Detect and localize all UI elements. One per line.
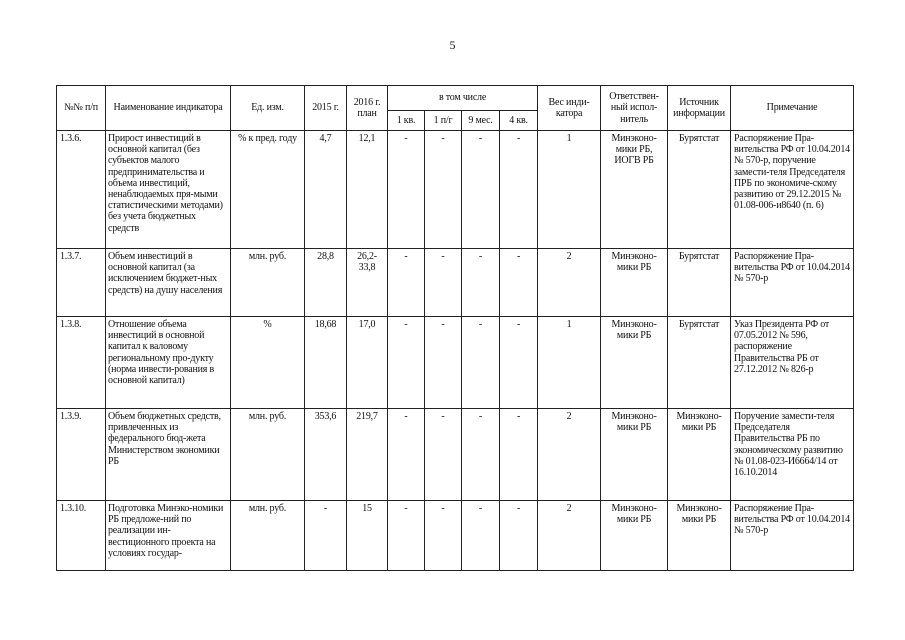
row-weight: 1 bbox=[538, 131, 601, 249]
col-header-h1: 1 п/г bbox=[425, 111, 462, 131]
table-row bbox=[57, 249, 854, 317]
row-h1: - bbox=[425, 317, 462, 409]
row-2015: 18,68 bbox=[305, 317, 347, 409]
row-unit: % bbox=[231, 317, 305, 409]
row-2015: 353,6 bbox=[305, 409, 347, 501]
page-number: 5 bbox=[449, 38, 456, 52]
row-responsible: Минэконо-мики РБ bbox=[601, 249, 668, 317]
row-2016: 15 bbox=[347, 501, 388, 571]
row-responsible: Минэконо-мики РБ bbox=[601, 501, 668, 571]
row-name: Объем бюджетных средств, привлеченных из федерального бюд-жета Министерством экономики РБ bbox=[106, 409, 231, 501]
col-header-q4: 4 кв. bbox=[500, 111, 538, 131]
col-header-responsible: Ответствен-ный испол-нитель bbox=[601, 86, 668, 131]
row-source: Минэконо-мики РБ bbox=[668, 409, 731, 501]
row-unit: млн. руб. bbox=[231, 501, 305, 571]
row-q1: - bbox=[388, 317, 425, 409]
row-responsible: Минэконо-мики РБ bbox=[601, 409, 668, 501]
row-q1: - bbox=[388, 249, 425, 317]
row-responsible: Минэконо-мики РБ, ИОГВ РБ bbox=[601, 131, 668, 249]
row-name: Отношение объема инвестиций в основной капитал к валовому региональному про-дукту (норма инвести-рования в основной капитал) bbox=[106, 317, 231, 409]
row-num: 1.3.8. bbox=[57, 317, 106, 409]
row-responsible: Минэконо-мики РБ bbox=[601, 317, 668, 409]
row-2016: 17,0 bbox=[347, 317, 388, 409]
row-name: Подготовка Минэко-номики РБ предложе-ний по реализации ин-вестиционного проекта на условиях государ- bbox=[106, 501, 231, 571]
row-h1: - bbox=[425, 409, 462, 501]
row-q4: - bbox=[500, 409, 538, 501]
row-2015: 4,7 bbox=[305, 131, 347, 249]
col-header-including: в том числе bbox=[388, 86, 538, 111]
col-header-note: Примечание bbox=[731, 86, 854, 131]
row-num: 1.3.10. bbox=[57, 501, 106, 571]
row-num: 1.3.9. bbox=[57, 409, 106, 501]
row-num: 1.3.6. bbox=[57, 131, 106, 249]
row-name: Прирост инвестиций в основной капитал (без субъектов малого предпринимательства и объема инвестиций, ненаблюдаемых пря-мыми статистическими методами) без учета бюджетных средств bbox=[106, 131, 231, 249]
table-row bbox=[57, 501, 854, 571]
row-9m: - bbox=[462, 409, 500, 501]
col-header-num: №№ п/п bbox=[57, 86, 106, 131]
row-unit: млн. руб. bbox=[231, 409, 305, 501]
col-header-source: Источник информации bbox=[668, 86, 731, 131]
row-h1: - bbox=[425, 501, 462, 571]
row-2016: 219,7 bbox=[347, 409, 388, 501]
row-weight: 2 bbox=[538, 249, 601, 317]
col-header-9m: 9 мес. bbox=[462, 111, 500, 131]
row-h1: - bbox=[425, 249, 462, 317]
row-source: Бурятстат bbox=[668, 317, 731, 409]
row-note: Распоряжение Пра-вительства РФ от 10.04.2014 № 570-р, поручение замести-теля Председателя ПРБ по экономиче-скому развитию от 29.12.2015 № 01.08-006-и8640 (п. 6) bbox=[731, 131, 854, 249]
row-weight: 2 bbox=[538, 501, 601, 571]
row-q1: - bbox=[388, 131, 425, 249]
header-row bbox=[57, 86, 854, 111]
row-2016: 26,2-33,8 bbox=[347, 249, 388, 317]
row-q4: - bbox=[500, 317, 538, 409]
row-q4: - bbox=[500, 131, 538, 249]
row-source: Минэконо-мики РБ bbox=[668, 501, 731, 571]
indicators-table bbox=[56, 85, 854, 571]
row-note: Распоряжение Пра-вительства РФ от 10.04.2014 № 570-р bbox=[731, 501, 854, 571]
row-weight: 1 bbox=[538, 317, 601, 409]
row-9m: - bbox=[462, 131, 500, 249]
row-h1: - bbox=[425, 131, 462, 249]
row-weight: 2 bbox=[538, 409, 601, 501]
row-unit: % к пред. году bbox=[231, 131, 305, 249]
row-note: Указ Президента РФ от 07.05.2012 № 596, распоряжение Правительства РБ от 27.12.2012 № 826-р bbox=[731, 317, 854, 409]
col-header-name: Наименование индикатора bbox=[106, 86, 231, 131]
col-header-weight: Вес инди-катора bbox=[538, 86, 601, 131]
col-header-2015: 2015 г. bbox=[305, 86, 347, 131]
col-header-unit: Ед. изм. bbox=[231, 86, 305, 131]
row-9m: - bbox=[462, 317, 500, 409]
row-source: Бурятстат bbox=[668, 249, 731, 317]
row-note: Поручение замести-теля Председателя Правительства РБ по экономическому развитию № 01.08-023-И6664/14 от 16.10.2014 bbox=[731, 409, 854, 501]
row-num: 1.3.7. bbox=[57, 249, 106, 317]
row-9m: - bbox=[462, 249, 500, 317]
row-note: Распоряжение Пра-вительства РФ от 10.04.2014 № 570-р bbox=[731, 249, 854, 317]
row-source: Бурятстат bbox=[668, 131, 731, 249]
row-q4: - bbox=[500, 501, 538, 571]
row-name: Объем инвестиций в основной капитал (за исключением бюджет-ных средств) на душу населения bbox=[106, 249, 231, 317]
row-2015: - bbox=[305, 501, 347, 571]
table-row bbox=[57, 317, 854, 409]
row-2016: 12,1 bbox=[347, 131, 388, 249]
row-q1: - bbox=[388, 501, 425, 571]
row-q4: - bbox=[500, 249, 538, 317]
col-header-2016: 2016 г. план bbox=[347, 86, 388, 131]
row-9m: - bbox=[462, 501, 500, 571]
table-row bbox=[57, 409, 854, 501]
row-unit: млн. руб. bbox=[231, 249, 305, 317]
row-2015: 28,8 bbox=[305, 249, 347, 317]
col-header-q1: 1 кв. bbox=[388, 111, 425, 131]
row-q1: - bbox=[388, 409, 425, 501]
table-row bbox=[57, 131, 854, 249]
